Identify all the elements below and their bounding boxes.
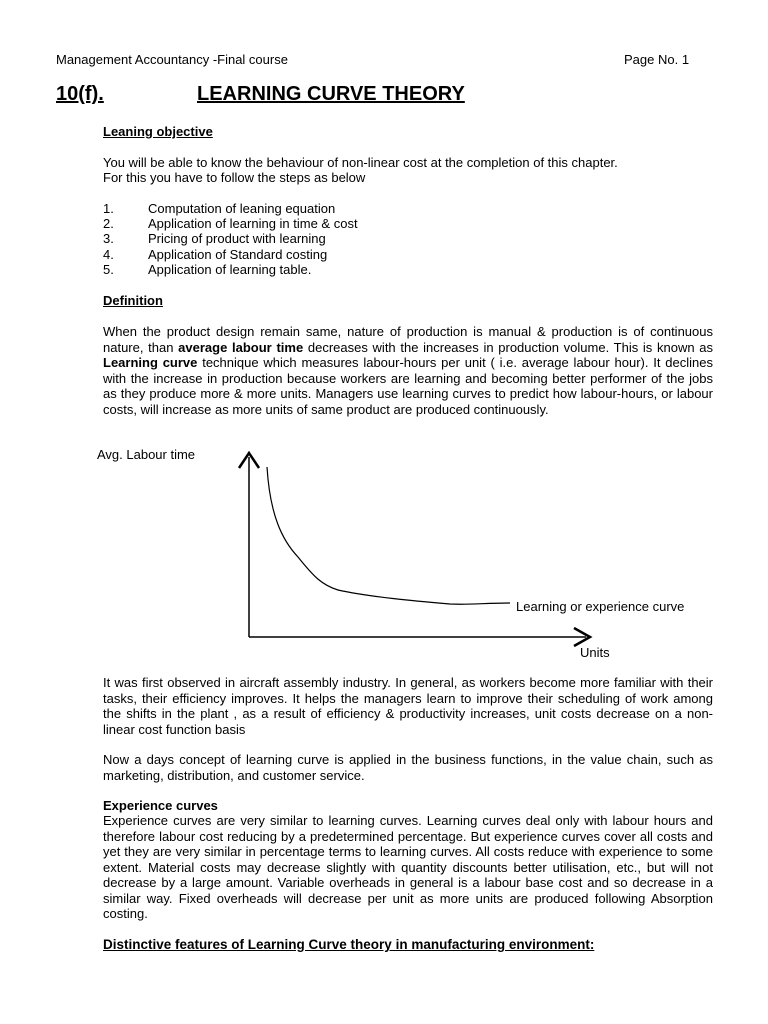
objective-line-1: You will be able to know the behaviour of non-linear cost at the completion of this chapter. [103,155,618,170]
chapter-number: 10(f). [56,83,104,105]
features-heading: Distinctive features of Learning Curve theory in manufacturing environment: [103,937,595,952]
list-item: 2. Application of learning in time & cost [103,216,358,232]
nowadays-paragraph: Now a days concept of learning curve is applied in the business functions, in the value chain, such as marketing, distribution, and customer service. [103,752,713,783]
objective-heading: Leaning objective [103,124,213,139]
course-header: Management Accountancy -Final course [56,52,288,67]
steps-list [103,201,358,277]
list-item: 3. Pricing of product with learning [103,231,326,247]
y-axis-label: Avg. Labour time [97,447,196,462]
x-axis-label: Units [580,645,610,660]
objective-line-2: For this you have to follow the steps as below [103,170,366,185]
learning-curve-line [267,467,510,604]
chapter-title: LEARNING CURVE THEORY [197,83,465,105]
definition-paragraph: When the product design remain same, nature of production is manual & production is of continuous nature, than average labour time decreases with the increases in production volume. This is known as Learning curve technique which measures labour-hours per unit ( i.e. average labour hour). It declines with the increase in production because workers are learning and becoming better performer of the jobs as they produce more & more units. Managers use learning curves to predict how labour-hours, or labour costs, will increase as more units of same product are produced continuously. [103,324,714,417]
list-item: 4. Application of Standard costing [103,246,328,262]
aircraft-paragraph: It was first observed in aircraft assembly industry. In general, as workers become more familiar with their tasks, their efficiency improves. It helps the managers learn to improve their scheduling of work among the shifts in the plant , as a result of efficiency & productivity increases, unit costs decrease on a non-linear cost function basis [103,675,713,737]
list-item: 5. Application of learning table. [103,261,312,277]
learning-curve-chart [230,445,610,655]
page-number: Page No. 1 [624,52,690,67]
experience-paragraph: Experience curves are very similar to learning curves. Learning curves deal only with labour hours and therefore labour cost reducing by a predetermined percentage. But experience curves cover all costs and yet they are very similar in percentage terms to learning curves. All costs reduce with experience to some extent. Material costs may decrease slightly with quantity discounts better utilisation, etc., but will not decrease by a large amount. Variable overheads in general is a labour base cost and so decrease in a similar way. Fixed overheads will decrease per unit as more units are produced following Absorption costing. [103,813,713,921]
curve-label: Learning or experience curve [516,599,685,614]
list-item: 1. Computation of leaning equation [103,201,336,216]
definition-heading: Definition [103,293,163,308]
experience-heading: Experience curves [103,798,218,813]
